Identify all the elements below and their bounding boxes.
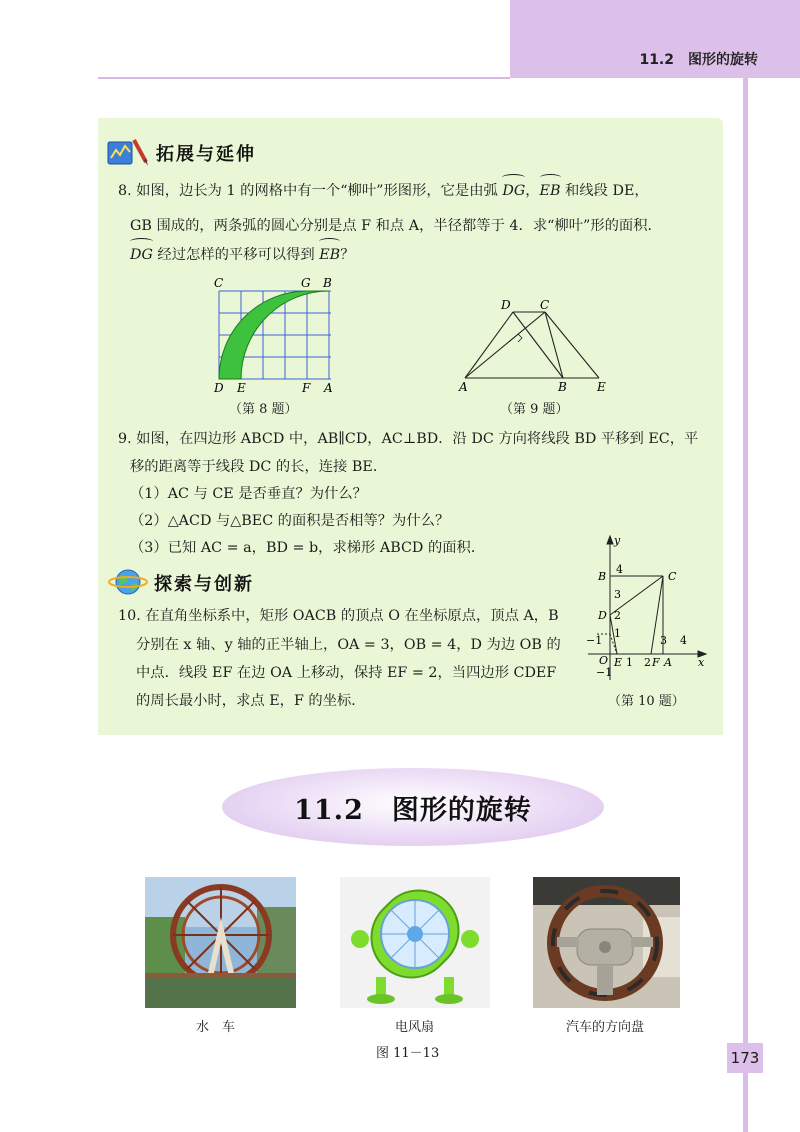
fig10-tick-x1: 1 [626, 656, 633, 669]
fig9-label-D: D [501, 298, 511, 312]
figure-9 [455, 296, 615, 396]
photo3-caption: 汽车的方向盘 [566, 1020, 645, 1035]
chart-pen-icon [106, 136, 152, 168]
fig10-label-F: F [652, 656, 660, 669]
fig10-tick-x2: 2 [644, 656, 651, 669]
fig9-label-A: A [459, 380, 468, 394]
q8-line2: GB 围成的，两条弧的圆心分别是点 F 和点 A，半径都等于 4．求“柳叶”形的面积． [130, 218, 662, 234]
figure-10 [580, 530, 710, 688]
fig10-label-B: B [598, 570, 607, 583]
extend-heading: 拓展与延伸 [156, 144, 256, 165]
fig10-label-A: A [664, 656, 672, 669]
q9-sub1: （1）AC 与 CE 是否垂直？为什么？ [130, 486, 367, 502]
fig10-y-label: y [614, 534, 621, 547]
water-wheel-photo [145, 877, 296, 1008]
fig9-label-C: C [540, 298, 550, 312]
fig8-label-G: G [301, 276, 311, 290]
figure-11-13-caption: 图 11－13 [376, 1046, 440, 1061]
header-rule [98, 77, 510, 79]
side-margin-bar [743, 78, 748, 1132]
fig10-x-label: x [698, 656, 705, 669]
explore-heading: 探索与创新 [154, 574, 254, 595]
fig10-tick-x4: 4 [680, 634, 687, 647]
fig8-caption: （第 8 题） [229, 402, 298, 417]
section-banner-title: 11.2 图形的旋转 [294, 795, 532, 826]
q9-line2: 移的距离等于线段 DC 的长，连接 BE． [130, 459, 388, 475]
fig10-tick-3: 3 [614, 588, 621, 601]
fig9-label-B: B [558, 380, 567, 394]
fig10-tick-xm1: −1 [586, 634, 603, 647]
fig8-label-A: A [324, 381, 333, 395]
q10-line1: 10. 在直角坐标系中，矩形 OACB 的顶点 O 在坐标原点，顶点 A，B [118, 608, 559, 624]
fig8-label-B: B [323, 276, 332, 290]
fig10-tick-4: 4 [616, 563, 623, 576]
fig10-label-O: O [599, 654, 609, 667]
fig10-caption: （第 10 题） [608, 694, 685, 709]
figure-8 [205, 276, 345, 396]
q10-line4: 的周长最小时，求点 E，F 的坐标． [136, 693, 366, 709]
fig10-tick-1: 1 [614, 627, 621, 640]
photo2-caption: 电风扇 [395, 1020, 435, 1035]
fig10-label-C: C [668, 570, 677, 583]
q8-line3: DG 经过怎样的平移可以得到 EB？ [130, 242, 355, 269]
running-header-title: 11.2 图形的旋转 [639, 52, 758, 68]
fig9-caption: （第 9 题） [500, 402, 569, 417]
fig10-label-D: D [598, 609, 607, 622]
fig10-tick-x3: 3 [660, 634, 667, 647]
q9-line1: 9. 如图，在四边形 ABCD 中，AB∥CD，AC⊥BD．沿 DC 方向将线段 BD 平移到 EC，平 [118, 431, 699, 447]
page-number: 173 [727, 1043, 763, 1073]
arc-eb: EB [540, 178, 561, 205]
fig9-label-E: E [597, 380, 606, 394]
photo1-caption: 水 车 [196, 1020, 236, 1035]
fig10-tick-2: 2 [614, 609, 621, 622]
fig8-label-F: F [302, 381, 311, 395]
q9-sub2: （2）△ACD 与△BEC 的面积是否相等？为什么？ [130, 513, 450, 529]
q9-sub3: （3）已知 AC = a，BD = b，求梯形 ABCD 的面积． [130, 540, 486, 556]
fig8-label-D: D [214, 381, 224, 395]
globe-icon [108, 566, 150, 596]
fig10-tick-ym1: −1 [596, 666, 613, 679]
fig10-label-E: E [614, 656, 623, 669]
fig8-label-E: E [237, 381, 246, 395]
q10-line2: 分别在 x 轴、y 轴的正半轴上，OA = 3，OB = 4，D 为边 OB 的 [136, 637, 561, 653]
fig8-label-C: C [214, 276, 224, 290]
steering-wheel-photo [533, 877, 680, 1008]
electric-fan-photo [340, 877, 490, 1008]
arc-dg: DG [502, 178, 525, 205]
q8-line1: 8. 如图，边长为 1 的网格中有一个“柳叶”形图形，它是由弧 DG，EB 和线段 DE， [118, 178, 649, 205]
q10-line3: 中点．线段 EF 在边 OA 上移动，保持 EF = 2，当四边形 CDEF [136, 665, 557, 681]
